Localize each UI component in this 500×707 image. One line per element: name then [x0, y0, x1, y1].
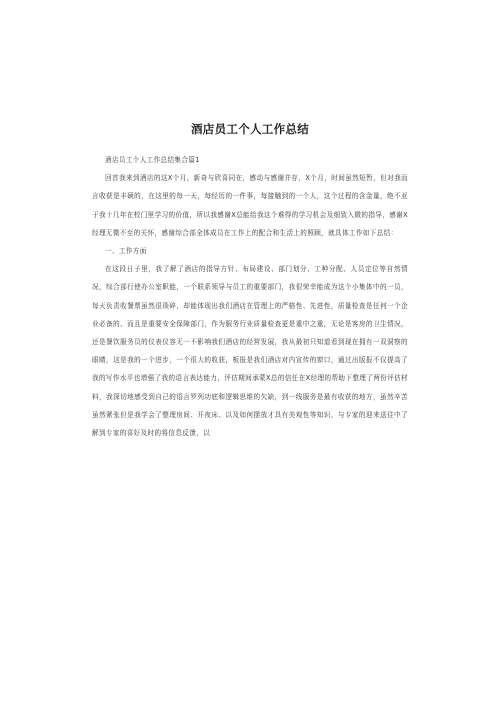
document-title: 酒店员工个人工作总结 — [191, 122, 309, 136]
section-paragraph-work: 在这段日子里，我了解了酒店的指导方针、布局建设、部门划分、工种分配、人员定位等自然情况，综合部行使办公室职能，一个联系领导与员工的重要部门，我很荣幸能成为这个小集体中的一员，每天负责收餐票虽然很琐碎，却能体现出我们酒店在管理上的严格性、先进性，质量检查是任何一个企业必备的、而且是重要安全保障部门，作为服务行业质量检查更是重中之重，无论是客房的卫生情况，还是餐饮服务员的仪表仪容无一不影响我们酒店的经营发展，我从最初只知道看到现在拥有一双洞察的眼睛，这是我的一个进步，一个很大的收获，板报是我们酒店对内宣传的窗口，通过出版报不仅提高了我的写作水平也增强了我的语言表达能力，评估期间承蒙X总的信任在X经理的帮助下整理了两份评估材料，我深切地感受到自己的语言罗列功底和逻辑思维的欠缺，到一线服务是最有收获的地方，虽然辛苦虽然紧张但是我学会了整理房间、开夜床、以及如何摆放才具有美观性等知识，与专家的迎来送往中了解到专家的喜好及时的将信息反馈，以 — [92, 265, 408, 438]
intro-paragraph: 回首我来到酒店的这X个月，新奇与欣喜同在，感动与感谢并存，X个月，时间虽然短暂，但对我而言收获是丰硕的，在这里的每一天，每经历的一件事，每接触到的一个人，这个过程的含金量，绝不亚于我十几年在校门里学习的价值，所以我感谢X总能给我这个难得的学习机会及细致入微的指导，感谢X经理无微不至的关怀，感谢综合部全体成员在工作上的配合和生活上的照顾，就具体工作如下总结： — [92, 174, 408, 237]
section-heading-work: 一、工作方面 — [105, 247, 147, 256]
document-subtitle: 酒店员工个人工作总结集合篇1 — [105, 156, 200, 164]
document-body — [92, 151, 408, 442]
